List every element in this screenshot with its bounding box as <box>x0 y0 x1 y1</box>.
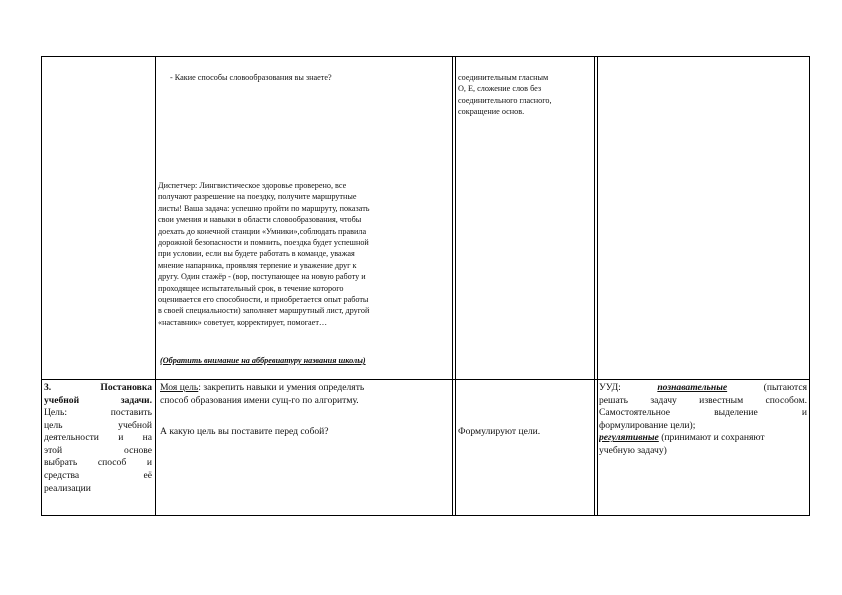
goal-word: этой <box>44 444 63 456</box>
row2-col1-goal-text <box>44 407 152 495</box>
goal-line <box>44 420 152 433</box>
table-col-divider-1 <box>155 56 156 516</box>
table-col-divider-3 <box>594 56 598 516</box>
col3-line: О, Е, сложение слов без <box>458 84 542 94</box>
goal-word: способ и <box>97 457 152 469</box>
goal-line1: Моя цель: закрепить навыки и умения определять <box>160 382 365 393</box>
row2-col4-uud <box>599 382 807 458</box>
row2-col1-stage-title <box>44 382 152 407</box>
dispatcher-line: при условии, если вы будете работать в команде, уважая <box>158 249 355 259</box>
dispatcher-line: Диспетчер: Лингвистическое здоровье проверено, все <box>158 181 347 190</box>
goal-line2: способ образования имени сущ-го по алгоритму. <box>160 394 359 406</box>
goal-line <box>44 432 152 445</box>
dispatcher-line: дорожной безопасности и помнить, поездка будет успешной <box>158 238 369 248</box>
row2-col2-goal <box>160 382 450 407</box>
stage-title-line2: учебной задачи. <box>44 394 152 406</box>
col3-line: соединительного гласного, <box>458 95 552 105</box>
goal-word: цель <box>44 419 63 431</box>
goal-word: выбрать <box>44 457 78 469</box>
goal-word: и на <box>118 432 152 444</box>
uud-line5: регулятивные (принимают и сохраняют <box>599 432 765 444</box>
table-left-border <box>41 56 42 516</box>
table-bottom-border <box>41 515 810 516</box>
dispatcher-line: листы! Ваша задача: успешно пройти по маршруту, показать <box>158 203 370 213</box>
goal-word: Цель: <box>44 407 68 418</box>
goal-line <box>44 407 152 420</box>
uud-line1: УУД: познавательные (пытаются <box>599 382 807 393</box>
table-row-divider <box>41 379 810 380</box>
goal-line <box>44 457 152 470</box>
dispatcher-line: в своей специальности) заполняет маршрутный лист, другой <box>158 306 370 316</box>
uud-line6: учебную задачу) <box>599 444 667 456</box>
goal-word: учебной <box>118 419 152 431</box>
table-top-border <box>41 56 810 57</box>
goal-word: основе <box>124 444 152 456</box>
uud-line3: Самостоятельное выделение и <box>599 407 807 419</box>
row1-col2-question: - Какие способы словообразования вы знаете? <box>170 73 332 82</box>
row1-col2-dispatcher-text <box>158 180 450 328</box>
uud-line2: решать задачу известным способом. <box>599 394 807 406</box>
goal-word: её <box>143 469 152 481</box>
dispatcher-line: получают разрешение на поездку, получите маршрутные <box>158 192 357 202</box>
goal-line <box>44 445 152 458</box>
col3-line: сокращение основ. <box>458 107 525 117</box>
col3-line: соединительным гласным <box>458 73 549 82</box>
dispatcher-line: свои умения и навыки в области словообразования, чтобы <box>158 215 362 225</box>
dispatcher-line: мнение напарника, проявляя терпение и уважение друг к <box>158 260 357 270</box>
row1-col2-footnote: (Обратить внимание на аббревиатуру названия школы) <box>160 356 366 365</box>
table-col-divider-2 <box>452 56 456 516</box>
uud-line4: формулирование цели); <box>599 419 696 431</box>
row2-col2-question: А какую цель вы поставите перед собой? <box>160 426 329 437</box>
goal-word: средства <box>44 469 80 481</box>
stage-title-line1: 3. Постановка <box>44 382 152 393</box>
dispatcher-line: оценивается его способности, и приобретается опыт работы <box>158 295 369 305</box>
goal-line <box>44 470 152 483</box>
dispatcher-line: «наставник» советует, корректирует, помогает… <box>158 317 328 327</box>
table-right-border <box>809 56 810 516</box>
dispatcher-line: другу. Один стажёр - (вор, поступающее на новую работу и <box>158 272 366 282</box>
goal-word: поставить <box>110 407 152 418</box>
dispatcher-line: проходящее испытательный срок, в течение которого <box>158 283 344 293</box>
row2-col3-answer: Формулируют цели. <box>458 426 541 437</box>
goal-word: деятельности <box>44 432 99 444</box>
dispatcher-line: доехать до конечной станции «Умники»,соблюдать правила <box>158 226 367 236</box>
goal-last-line: реализации <box>44 482 91 494</box>
row1-col3-text <box>458 72 592 118</box>
